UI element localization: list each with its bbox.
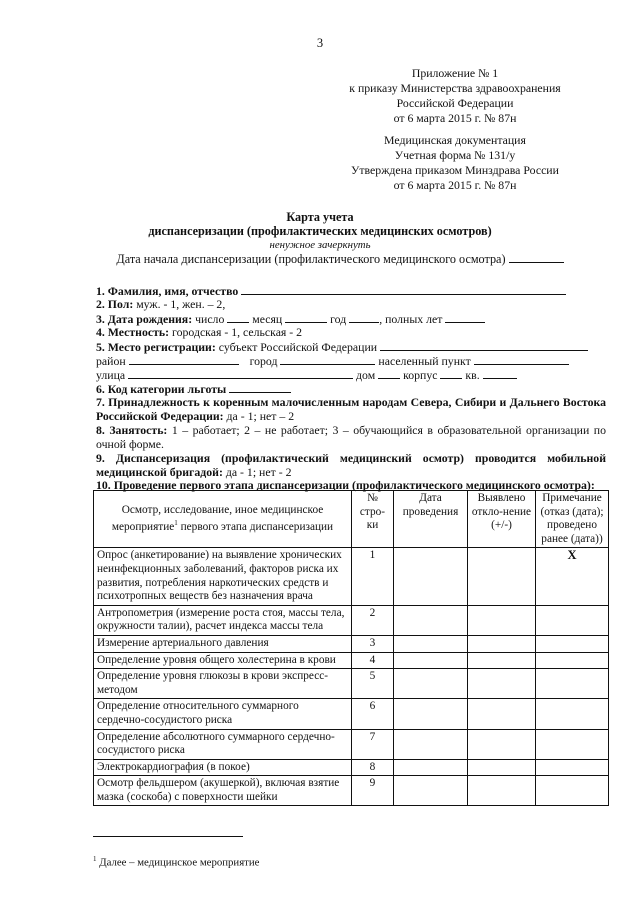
form-meta-block [330,133,580,193]
settlement-label: населенный пункт [378,354,471,368]
footnote-mark: 1 [93,855,97,863]
field-sex-label: 2. Пол: [96,297,134,311]
field-indigenous [96,395,606,423]
appendix-block [330,66,580,126]
row-procedure: Определение уровня глюкозы в крови экспресс-методом [94,669,352,699]
district-label: район [96,354,126,368]
field-mobile-team-options: да - 1; нет - 2 [222,465,292,479]
first-stage-table [93,490,609,806]
footnote [93,855,259,869]
table-row [94,729,609,759]
row-note-cell[interactable] [536,759,609,776]
page-number: 3 [316,36,324,50]
registration-subject-label: субъект Российской Федерации [215,340,378,354]
birth-day-input[interactable] [227,311,249,323]
row-date-cell[interactable] [394,548,468,605]
age-input[interactable] [445,311,485,323]
appendix-line: к приказу Министерства здравоохранения [349,81,561,95]
footnote-text: Далее – медицинское мероприятие [96,856,260,869]
row-date-cell[interactable] [394,776,468,806]
table-row [94,605,609,635]
header-date: Дата проведения [394,491,468,548]
row-deviation-cell[interactable] [468,635,536,652]
row-number: 3 [352,635,394,652]
apt-input[interactable] [483,367,517,379]
field-registration-line3 [96,367,606,382]
start-date-label: Дата начала диспансеризации (профилактического медицинского осмотра) [116,252,506,266]
row-number: 6 [352,699,394,729]
field-locality-options: городская - 1, сельская - 2 [169,325,303,339]
form-meta-line: Утверждена приказом Минздрава России [351,163,559,177]
house-label: дом [356,368,376,382]
form-meta-line: Учетная форма № 131/у [394,148,516,162]
field-mobile-team-label: 9. Диспансеризация (профилактический медицинский осмотр) проводится мобильной медицинской бригадой: [96,451,606,479]
table-row [94,669,609,699]
header-procedure-tail: первого этапа диспансеризации [177,521,334,534]
strike-note: ненужное зачеркнуть [269,239,371,251]
row-deviation-cell[interactable] [468,548,536,605]
appendix-line: Приложение № 1 [411,66,499,80]
appendix-line: от 6 марта 2015 г. № 87н [393,111,517,125]
table-row [94,699,609,729]
field-fio [96,283,606,298]
row-deviation-cell[interactable] [468,652,536,669]
table-row [94,759,609,776]
row-number: 7 [352,729,394,759]
row-procedure: Опрос (анкетирование) на выявление хронических неинфекционных заболеваний, факторов риска их развития, потребления наркотических средств и психотропных веществ без назначения врача [94,548,352,605]
street-label: улица [96,368,126,382]
street-input[interactable] [128,367,353,379]
block-label: корпус [403,368,438,382]
table-row [94,652,609,669]
row-note-cell[interactable] [536,699,609,729]
row-procedure: Определение абсолютного суммарного сердечно-сосудистого риска [94,729,352,759]
row-number: 4 [352,652,394,669]
header-procedure [94,491,352,548]
row-deviation-cell[interactable] [468,776,536,806]
apt-label: кв. [465,368,480,382]
row-date-cell[interactable] [394,605,468,635]
start-date-line [110,251,570,267]
field-locality-label: 4. Местность: [96,325,170,339]
field-locality [96,325,606,339]
card-title: Карта учета [286,210,354,224]
section-10-title: 10. Проведение первого этапа диспансеризации (профилактического медицинского осмотра): [96,478,595,492]
birthdate-year-label: год [330,312,347,326]
block-input[interactable] [440,367,462,379]
header-note: Примечание (отказ (дата); проведено ранее (дата)) [536,491,609,548]
row-note-cell[interactable] [536,729,609,759]
birth-month-input[interactable] [285,311,327,323]
row-note-cell[interactable] [536,635,609,652]
age-label: , полных лет [379,312,443,326]
settlement-input[interactable] [474,353,569,365]
row-deviation-cell[interactable] [468,759,536,776]
row-procedure: Электрокардиография (в покое) [94,759,352,776]
row-number: 9 [352,776,394,806]
field-indigenous-options: да - 1; нет – 2 [223,409,295,423]
field-sex [96,297,606,311]
card-subtitle: диспансеризации (профилактических медицинских осмотров) [148,224,492,238]
field-indigenous-label: 7. Принадлежность к коренным малочисленным народам Севера, Сибири и Дальнего Востока Российской Федерации: [96,395,606,423]
header-procedure-text: Осмотр, исследование, иное медицинское мероприятие [111,503,324,534]
row-date-cell[interactable] [394,699,468,729]
appendix-line: Российской Федерации [396,96,514,110]
row-number: 5 [352,669,394,699]
row-note-cell[interactable] [536,669,609,699]
header-deviation: Выявлено откло-нение (+/-) [468,491,536,548]
row-number: 8 [352,759,394,776]
field-fio-label: 1. Фамилия, имя, отчество [96,284,239,298]
row-procedure: Определение относительного суммарного сердечно-сосудистого риска [94,699,352,729]
table-row [94,635,609,652]
row-date-cell[interactable] [394,635,468,652]
footnote-divider [93,836,243,837]
field-employment-options: 1 – работает; 2 – не работает; 3 – обучающийся в образовательной организации по очной форме. [96,423,606,451]
field-benefit [96,381,606,396]
field-registration [96,339,606,354]
header-row-number: № стро-ки [352,491,394,548]
row-procedure: Осмотр фельдшером (акушеркой), включая взятие мазка (соскоба) с поверхности шейки [94,776,352,806]
start-date-field[interactable] [509,251,564,263]
district-input[interactable] [129,353,239,365]
row-procedure: Антропометрия (измерение роста стоя, массы тела, окружности талии), расчет индекса массы тела [94,605,352,635]
row-deviation-cell[interactable] [468,699,536,729]
city-label: город [249,354,278,368]
birth-year-input[interactable] [349,311,379,323]
row-note-cell[interactable] [536,776,609,806]
fio-input[interactable] [241,283,566,295]
table-header-row [94,491,609,548]
row-note-cell[interactable]: X [536,548,609,605]
row-procedure: Измерение артериального давления [94,635,352,652]
row-date-cell[interactable] [394,759,468,776]
field-employment [96,423,606,451]
form-meta-line: от 6 марта 2015 г. № 87н [393,178,517,192]
row-deviation-cell[interactable] [468,669,536,699]
table-row [94,548,609,605]
table-row [94,776,609,806]
row-date-cell[interactable] [394,669,468,699]
field-mobile-team [96,451,606,479]
field-benefit-label: 6. Код категории льготы [96,382,227,396]
field-employment-label: 8. Занятость: [96,423,168,437]
field-birthdate [96,311,606,326]
row-date-cell[interactable] [394,652,468,669]
row-deviation-cell[interactable] [468,605,536,635]
footnote-ref: 1 [174,519,178,528]
row-note-cell[interactable] [536,605,609,635]
registration-subject-input[interactable] [380,339,588,351]
field-registration-label: 5. Место регистрации: [96,340,216,354]
birthdate-day-label: число [192,312,225,326]
row-number: 2 [352,605,394,635]
house-input[interactable] [378,367,400,379]
field-birthdate-label: 3. Дата рождения: [96,312,193,326]
row-procedure: Определение уровня общего холестерина в крови [94,652,352,669]
row-deviation-cell[interactable] [468,729,536,759]
form-meta-line: Медицинская документация [384,133,526,147]
row-number: 1 [352,548,394,605]
birthdate-month-label: месяц [252,312,283,326]
field-sex-options: муж. - 1, жен. – 2, [133,297,226,311]
row-date-cell[interactable] [394,729,468,759]
row-note-cell[interactable] [536,652,609,669]
city-input[interactable] [280,353,375,365]
field-registration-line2 [96,353,606,368]
benefit-code-input[interactable] [229,381,291,393]
